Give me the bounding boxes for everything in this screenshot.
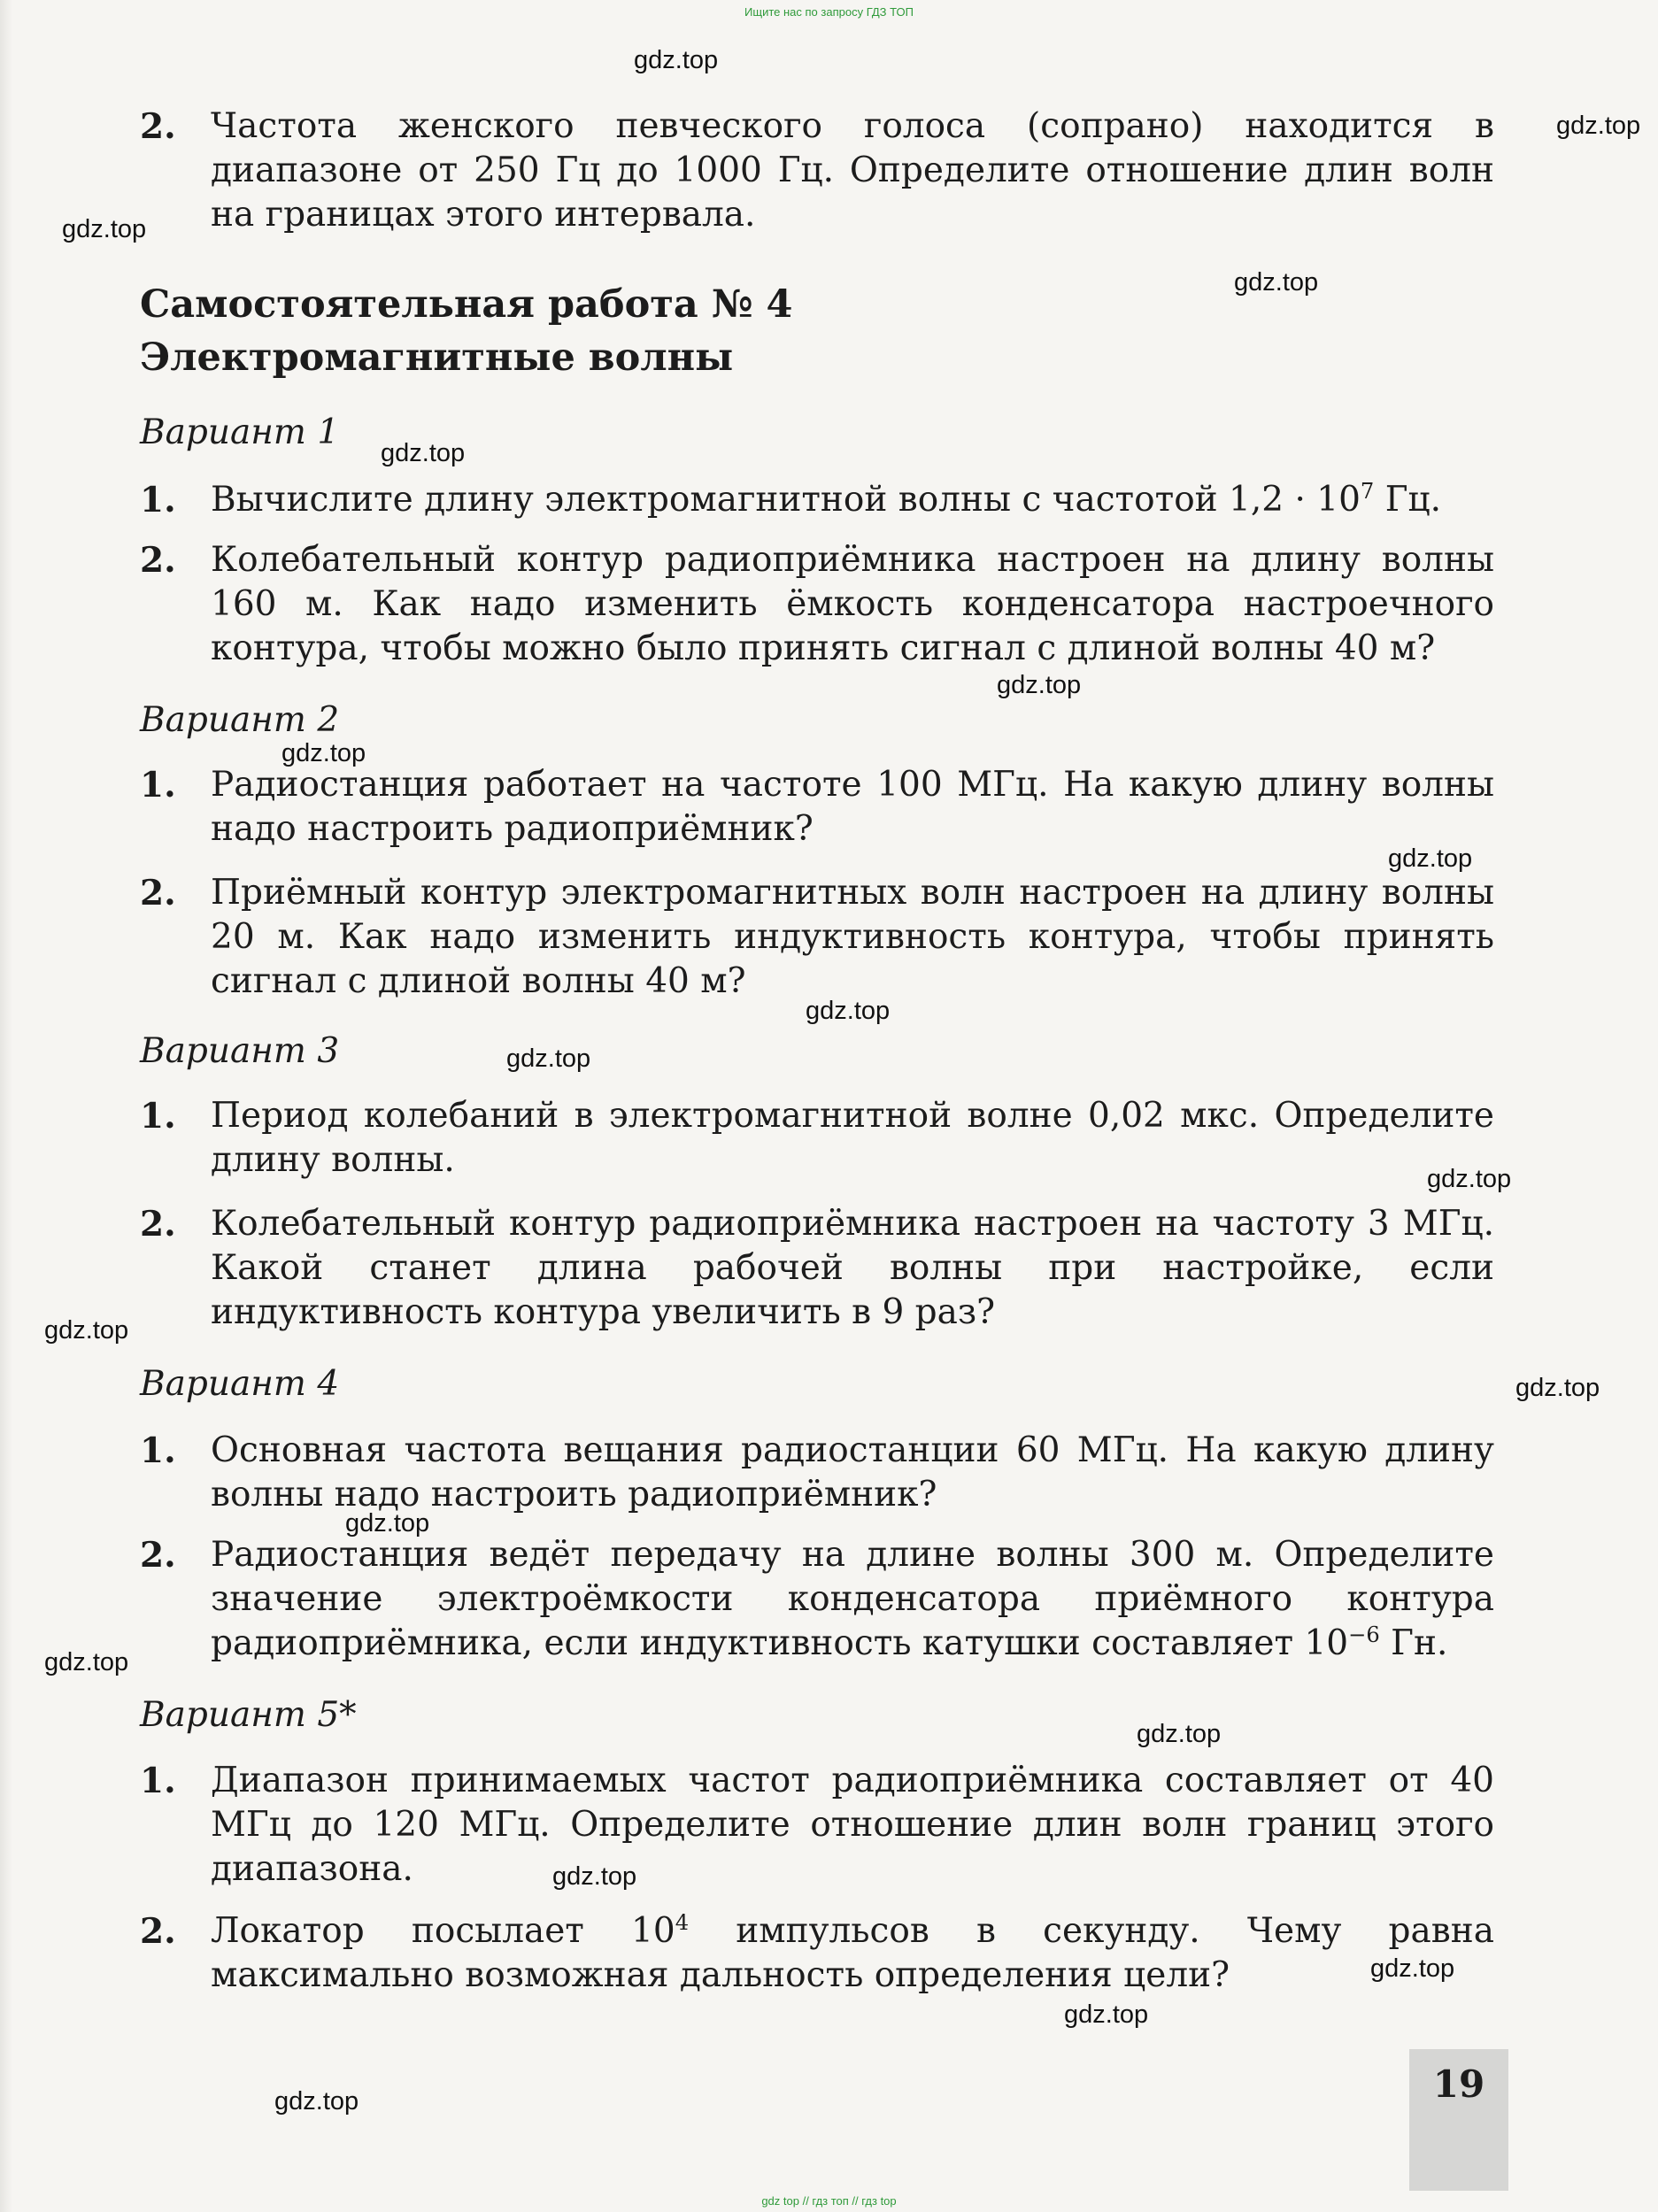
task-number: 2.	[140, 1204, 176, 1245]
v2-task-2	[140, 871, 1494, 1004]
task-number: 1.	[140, 1430, 176, 1471]
exponent: 4	[675, 1910, 690, 1935]
watermark: gdz.top	[1234, 268, 1319, 297]
top-banner: Ищите нас по запросу ГДЗ ТОП	[744, 5, 914, 19]
task-prev-2	[140, 104, 1494, 237]
page-number: 19	[1432, 2062, 1485, 2106]
variant-2-label: Вариант 2	[140, 700, 340, 740]
watermark: gdz.top	[381, 439, 466, 467]
task-text-b: Гц.	[1374, 480, 1441, 520]
v3-task-1	[140, 1094, 1494, 1183]
watermark: gdz.top	[506, 1044, 591, 1073]
watermark: gdz.top	[806, 997, 891, 1025]
task-text	[211, 1909, 1494, 1998]
watermark: gdz.top	[1370, 1954, 1455, 1983]
watermark: gdz.top	[44, 1316, 129, 1345]
task-text: Радиостанция работает на частоте 100 МГц. На какую длину волны надо настроить радиоприёмник?	[211, 765, 1494, 849]
page-edge-shadow	[0, 0, 12, 2212]
watermark: gdz.top	[1556, 112, 1641, 140]
task-number: 1.	[140, 1096, 176, 1137]
watermark: gdz.top	[44, 1648, 129, 1676]
variant-3-label: Вариант 3	[140, 1031, 340, 1071]
v1-task-2	[140, 538, 1494, 671]
task-text: Колебательный контур радиоприёмника настроен на длину волны 160 м. Как надо изменить ёмкость конденсатора настроечного контура, чтобы можно было принять сигнал с длиной волны 40 м?	[211, 540, 1494, 668]
watermark: gdz.top	[552, 1862, 637, 1891]
task-text: Колебательный контур радиоприёмника настроен на частоту 3 МГц. Какой станет длина рабочей волны при настройке, если индуктивность контура увеличить в 9 раз?	[211, 1204, 1494, 1332]
task-number: 2.	[140, 873, 176, 913]
watermark: gdz.top	[1515, 1374, 1600, 1402]
task-number: 2.	[140, 540, 176, 581]
task-number: 2.	[140, 1535, 176, 1576]
v5-task-2	[140, 1909, 1494, 1998]
task-text	[211, 478, 1494, 522]
watermark: gdz.top	[1388, 844, 1473, 873]
variant-5-label: Вариант 5*	[140, 1695, 357, 1735]
task-text-a: Локатор посылает 10	[211, 1911, 675, 1951]
v2-task-1	[140, 763, 1494, 852]
task-text	[211, 1533, 1494, 1666]
v4-task-1	[140, 1429, 1494, 1517]
task-number: 2.	[140, 1911, 176, 1952]
task-text: Частота женского певческого голоса (сопрано) находится в диапазоне от 250 Гц до 1000 Гц. Определите отношение длин волн на границах этого интервала.	[211, 106, 1494, 235]
task-text: Период колебаний в электромагнитной волне 0,02 мкс. Определите длину волны.	[211, 1096, 1494, 1180]
task-number: 1.	[140, 1761, 176, 1801]
task-text-a: Вычислите длину электромагнитной волны с частотой 1,2 · 10	[211, 480, 1361, 520]
work-title: Самостоятельная работа № 4	[140, 282, 793, 327]
task-text: Приёмный контур электромагнитных волн настроен на длину волны 20 м. Как надо изменить индуктивность контура, чтобы принять сигнал с длиной волны 40 м?	[211, 873, 1494, 1001]
task-text-b: импульсов в секунду. Чему равна максимально возможная дальность определения цели?	[211, 1911, 1494, 1995]
watermark: gdz.top	[345, 1509, 430, 1538]
v5-task-1	[140, 1759, 1494, 1892]
task-text: Диапазон принимаемых частот радиоприёмника составляет от 40 МГц до 120 МГц. Определите отношение длин волн границ этого диапазона.	[211, 1761, 1494, 1889]
watermark: gdz.top	[1427, 1165, 1512, 1193]
task-text: Основная частота вещания радиостанции 60 МГц. На какую длину волны надо настроить радиоприёмник?	[211, 1430, 1494, 1514]
exponent: −6	[1348, 1622, 1380, 1647]
task-text-b: Гн.	[1379, 1623, 1448, 1663]
v1-task-1	[140, 478, 1494, 522]
bottom-banner: gdz top // гдз топ // гдз top	[761, 2194, 897, 2208]
v3-task-2	[140, 1202, 1494, 1335]
exponent: 7	[1360, 479, 1375, 504]
watermark: gdz.top	[274, 2087, 359, 2116]
watermark: gdz.top	[634, 46, 719, 74]
variant-4-label: Вариант 4	[140, 1364, 340, 1404]
v4-task-2	[140, 1533, 1494, 1666]
watermark: gdz.top	[997, 671, 1082, 699]
task-number: 1.	[140, 765, 176, 805]
task-number: 1.	[140, 480, 176, 520]
task-text-a: Радиостанция ведёт передачу на длине волны 300 м. Определите значение электроёмкости конденсатора приёмного контура радиоприёмника, если индуктивность катушки составляет 10	[211, 1535, 1494, 1663]
work-subtitle: Электромагнитные волны	[140, 335, 734, 380]
task-number: 2.	[140, 106, 176, 147]
watermark: gdz.top	[281, 739, 366, 767]
variant-1-label: Вариант 1	[140, 412, 340, 452]
watermark: gdz.top	[1064, 2000, 1149, 2029]
watermark: gdz.top	[1137, 1720, 1222, 1748]
watermark: gdz.top	[62, 215, 147, 243]
